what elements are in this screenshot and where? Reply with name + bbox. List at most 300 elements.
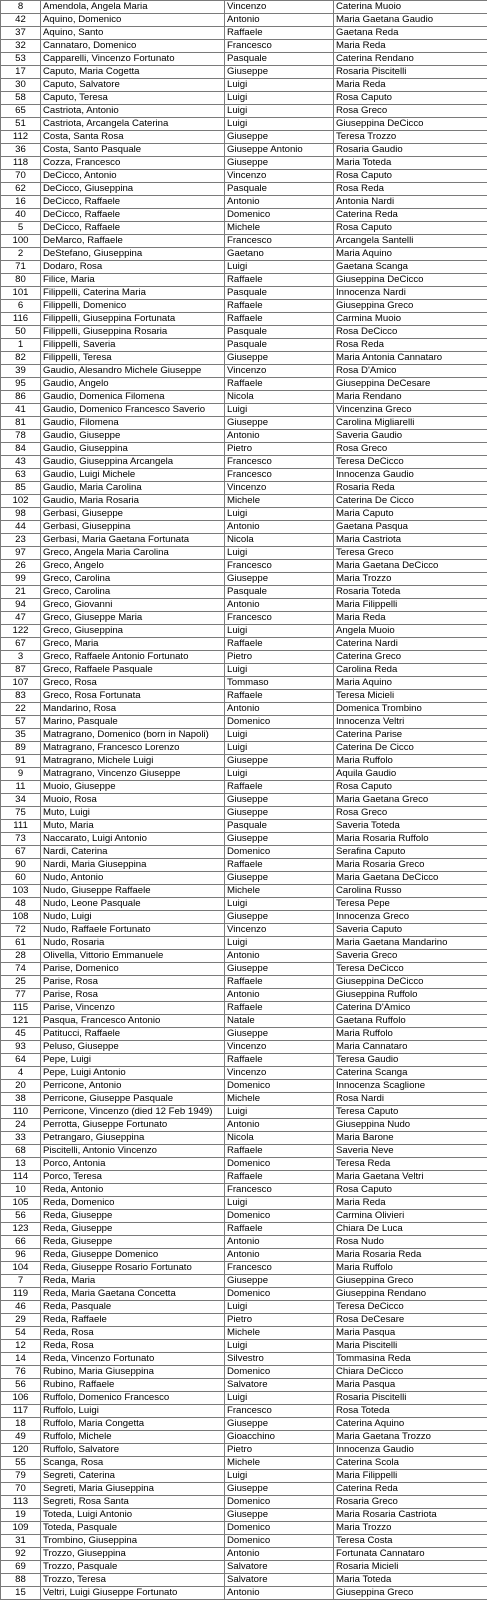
mother-name-cell: Rosa Caputo bbox=[334, 92, 487, 105]
table-row bbox=[1, 1314, 487, 1327]
person-name-cell: DeCicco, Antonio bbox=[41, 170, 225, 183]
person-name-cell: DeCicco, Raffaele bbox=[41, 209, 225, 222]
father-name-cell: Giuseppe Antonio bbox=[225, 144, 334, 157]
father-name-cell: Luigi bbox=[225, 105, 334, 118]
table-row bbox=[1, 352, 487, 365]
mother-name-cell: Teresa Gaudio bbox=[334, 1054, 487, 1067]
person-name-cell: Gaudio, Filomena bbox=[41, 417, 225, 430]
record-number-cell: 73 bbox=[1, 833, 41, 846]
father-name-cell: Vincenzo bbox=[225, 365, 334, 378]
father-name-cell: Pietro bbox=[225, 443, 334, 456]
mother-name-cell: Gaetana Pasqua bbox=[334, 521, 487, 534]
record-number-cell: 18 bbox=[1, 1418, 41, 1431]
table-row bbox=[1, 1561, 487, 1574]
record-number-cell: 78 bbox=[1, 430, 41, 443]
person-name-cell: Nudo, Raffaele Fortunato bbox=[41, 924, 225, 937]
person-name-cell: Costa, Santa Rosa bbox=[41, 131, 225, 144]
mother-name-cell: Maria Gaetana Mandarino bbox=[334, 937, 487, 950]
father-name-cell: Francesco bbox=[225, 560, 334, 573]
father-name-cell: Pasquale bbox=[225, 820, 334, 833]
record-number-cell: 19 bbox=[1, 1509, 41, 1522]
mother-name-cell: Giuseppina DeCicco bbox=[334, 274, 487, 287]
table-row bbox=[1, 1262, 487, 1275]
person-name-cell: Cannataro, Domenico bbox=[41, 40, 225, 53]
record-number-cell: 113 bbox=[1, 1496, 41, 1509]
person-name-cell: Greco, Carolina bbox=[41, 573, 225, 586]
table-row bbox=[1, 1444, 487, 1457]
mother-name-cell: Caterina Reda bbox=[334, 1483, 487, 1496]
table-row bbox=[1, 1080, 487, 1093]
father-name-cell: Luigi bbox=[225, 937, 334, 950]
father-name-cell: Luigi bbox=[225, 768, 334, 781]
table-row bbox=[1, 872, 487, 885]
record-number-cell: 37 bbox=[1, 27, 41, 40]
table-row bbox=[1, 521, 487, 534]
father-name-cell: Salvatore bbox=[225, 1574, 334, 1587]
person-name-cell: Nudo, Rosaria bbox=[41, 937, 225, 950]
table-row bbox=[1, 1197, 487, 1210]
person-name-cell: Gaudio, Maria Carolina bbox=[41, 482, 225, 495]
father-name-cell: Domenico bbox=[225, 1522, 334, 1535]
table-row bbox=[1, 1340, 487, 1353]
record-number-cell: 62 bbox=[1, 183, 41, 196]
father-name-cell: Giuseppe bbox=[225, 573, 334, 586]
mother-name-cell: Teresa Costa bbox=[334, 1535, 487, 1548]
record-number-cell: 31 bbox=[1, 1535, 41, 1548]
mother-name-cell: Rosa Caputo bbox=[334, 170, 487, 183]
person-name-cell: Gaudio, Alesandro Michele Giuseppe bbox=[41, 365, 225, 378]
table-row bbox=[1, 1028, 487, 1041]
record-number-cell: 88 bbox=[1, 1574, 41, 1587]
mother-name-cell: Maria Gaetana DeCicco bbox=[334, 872, 487, 885]
person-name-cell: Muto, Luigi bbox=[41, 807, 225, 820]
person-name-cell: Gaudio, Giuseppe bbox=[41, 430, 225, 443]
mother-name-cell: Rosa Greco bbox=[334, 105, 487, 118]
person-name-cell: Aquino, Domenico bbox=[41, 14, 225, 27]
father-name-cell: Domenico bbox=[225, 846, 334, 859]
mother-name-cell: Maria Rosaria Ruffolo bbox=[334, 833, 487, 846]
record-number-cell: 103 bbox=[1, 885, 41, 898]
person-name-cell: Rubino, Maria Giuseppina bbox=[41, 1366, 225, 1379]
table-row bbox=[1, 443, 487, 456]
table-row bbox=[1, 1483, 487, 1496]
table-row bbox=[1, 599, 487, 612]
mother-name-cell: Giuseppina Nudo bbox=[334, 1119, 487, 1132]
table-row bbox=[1, 820, 487, 833]
table-row bbox=[1, 937, 487, 950]
person-name-cell: Costa, Santo Pasquale bbox=[41, 144, 225, 157]
mother-name-cell: Maria Pasqua bbox=[334, 1379, 487, 1392]
mother-name-cell: Chiara De Luca bbox=[334, 1223, 487, 1236]
record-number-cell: 91 bbox=[1, 755, 41, 768]
father-name-cell: Giuseppe bbox=[225, 1483, 334, 1496]
table-row bbox=[1, 261, 487, 274]
father-name-cell: Raffaele bbox=[225, 690, 334, 703]
mother-name-cell: Teresa DeCicco bbox=[334, 456, 487, 469]
record-number-cell: 54 bbox=[1, 1327, 41, 1340]
father-name-cell: Giuseppe bbox=[225, 131, 334, 144]
father-name-cell: Antonio bbox=[225, 196, 334, 209]
father-name-cell: Luigi bbox=[225, 1470, 334, 1483]
mother-name-cell: Rosa D'Amico bbox=[334, 365, 487, 378]
father-name-cell: Antonio bbox=[225, 950, 334, 963]
mother-name-cell: Vincenzina Greco bbox=[334, 404, 487, 417]
person-name-cell: Amendola, Angela Maria bbox=[41, 1, 225, 14]
table-row bbox=[1, 1184, 487, 1197]
record-number-cell: 56 bbox=[1, 1210, 41, 1223]
mother-name-cell: Innocenza Greco bbox=[334, 911, 487, 924]
person-name-cell: Segreti, Maria Giuseppina bbox=[41, 1483, 225, 1496]
person-name-cell: Parise, Rosa bbox=[41, 976, 225, 989]
father-name-cell: Giuseppe bbox=[225, 807, 334, 820]
person-name-cell: Pasqua, Francesco Antonio bbox=[41, 1015, 225, 1028]
mother-name-cell: Carolina Russo bbox=[334, 885, 487, 898]
mother-name-cell: Maria Filippelli bbox=[334, 599, 487, 612]
father-name-cell: Michele bbox=[225, 885, 334, 898]
father-name-cell: Giuseppe bbox=[225, 1275, 334, 1288]
mother-name-cell: Giuseppina Greco bbox=[334, 300, 487, 313]
person-name-cell: Parise, Vincenzo bbox=[41, 1002, 225, 1015]
father-name-cell: Giuseppe bbox=[225, 352, 334, 365]
table-row bbox=[1, 339, 487, 352]
table-row bbox=[1, 677, 487, 690]
mother-name-cell: Teresa Caputo bbox=[334, 1106, 487, 1119]
table-row bbox=[1, 573, 487, 586]
table-row bbox=[1, 924, 487, 937]
person-name-cell: Caputo, Maria Cogetta bbox=[41, 66, 225, 79]
person-name-cell: Gerbasi, Maria Gaetana Fortunata bbox=[41, 534, 225, 547]
table-row bbox=[1, 1119, 487, 1132]
father-name-cell: Luigi bbox=[225, 1392, 334, 1405]
mother-name-cell: Rosa Caputo bbox=[334, 1184, 487, 1197]
father-name-cell: Francesco bbox=[225, 235, 334, 248]
mother-name-cell: Rosa Nardi bbox=[334, 1093, 487, 1106]
mother-name-cell: Giuseppina DeCesare bbox=[334, 378, 487, 391]
father-name-cell: Luigi bbox=[225, 261, 334, 274]
record-number-cell: 30 bbox=[1, 79, 41, 92]
person-name-cell: Porco, Teresa bbox=[41, 1171, 225, 1184]
father-name-cell: Luigi bbox=[225, 742, 334, 755]
person-name-cell: DeMarco, Raffaele bbox=[41, 235, 225, 248]
table-row bbox=[1, 1210, 487, 1223]
table-row bbox=[1, 1366, 487, 1379]
father-name-cell: Luigi bbox=[225, 664, 334, 677]
mother-name-cell: Rosaria Greco bbox=[334, 1496, 487, 1509]
record-number-cell: 111 bbox=[1, 820, 41, 833]
person-name-cell: Cozza, Francesco bbox=[41, 157, 225, 170]
mother-name-cell: Saveria Greco bbox=[334, 950, 487, 963]
record-number-cell: 100 bbox=[1, 235, 41, 248]
father-name-cell: Pasquale bbox=[225, 183, 334, 196]
person-name-cell: Matragrano, Domenico (born in Napoli) bbox=[41, 729, 225, 742]
mother-name-cell: Maria Gaetana Greco bbox=[334, 794, 487, 807]
person-name-cell: Nudo, Leone Pasquale bbox=[41, 898, 225, 911]
table-row bbox=[1, 1015, 487, 1028]
person-name-cell: Greco, Giuseppe Maria bbox=[41, 612, 225, 625]
mother-name-cell: Giuseppina Ruffolo bbox=[334, 989, 487, 1002]
record-number-cell: 45 bbox=[1, 1028, 41, 1041]
person-name-cell: Dodaro, Rosa bbox=[41, 261, 225, 274]
table-row bbox=[1, 1132, 487, 1145]
record-number-cell: 32 bbox=[1, 40, 41, 53]
record-number-cell: 112 bbox=[1, 131, 41, 144]
father-name-cell: Giuseppe bbox=[225, 963, 334, 976]
mother-name-cell: Antonia Nardi bbox=[334, 196, 487, 209]
record-number-cell: 33 bbox=[1, 1132, 41, 1145]
person-name-cell: Reda, Antonio bbox=[41, 1184, 225, 1197]
record-number-cell: 120 bbox=[1, 1444, 41, 1457]
mother-name-cell: Rosa Toteda bbox=[334, 1405, 487, 1418]
table-row bbox=[1, 638, 487, 651]
record-number-cell: 116 bbox=[1, 313, 41, 326]
table-row bbox=[1, 690, 487, 703]
person-name-cell: Mandarino, Rosa bbox=[41, 703, 225, 716]
record-number-cell: 41 bbox=[1, 404, 41, 417]
father-name-cell: Raffaele bbox=[225, 27, 334, 40]
table-row bbox=[1, 378, 487, 391]
mother-name-cell: Innocenza Gaudio bbox=[334, 1444, 487, 1457]
father-name-cell: Luigi bbox=[225, 625, 334, 638]
mother-name-cell: Teresa Greco bbox=[334, 547, 487, 560]
person-name-cell: Matragrano, Michele Luigi bbox=[41, 755, 225, 768]
person-name-cell: Reda, Vincenzo Fortunato bbox=[41, 1353, 225, 1366]
father-name-cell: Antonio bbox=[225, 430, 334, 443]
record-number-cell: 34 bbox=[1, 794, 41, 807]
table-row bbox=[1, 1327, 487, 1340]
person-name-cell: Reda, Giuseppe bbox=[41, 1236, 225, 1249]
mother-name-cell: Maria Cannataro bbox=[334, 1041, 487, 1054]
person-name-cell: Reda, Giuseppe bbox=[41, 1210, 225, 1223]
person-name-cell: Castriota, Antonio bbox=[41, 105, 225, 118]
mother-name-cell: Maria Rosaria Reda bbox=[334, 1249, 487, 1262]
record-number-cell: 122 bbox=[1, 625, 41, 638]
person-name-cell: Gaudio, Domenica Filomena bbox=[41, 391, 225, 404]
father-name-cell: Domenico bbox=[225, 1158, 334, 1171]
father-name-cell: Francesco bbox=[225, 40, 334, 53]
mother-name-cell: Maria Aquino bbox=[334, 677, 487, 690]
record-number-cell: 49 bbox=[1, 1431, 41, 1444]
record-number-cell: 29 bbox=[1, 1314, 41, 1327]
record-number-cell: 77 bbox=[1, 989, 41, 1002]
father-name-cell: Vincenzo bbox=[225, 482, 334, 495]
person-name-cell: Muto, Maria bbox=[41, 820, 225, 833]
mother-name-cell: Rosa Caputo bbox=[334, 781, 487, 794]
table-row bbox=[1, 664, 487, 677]
father-name-cell: Pietro bbox=[225, 1444, 334, 1457]
table-row bbox=[1, 1041, 487, 1054]
table-row bbox=[1, 79, 487, 92]
person-name-cell: Trombino, Giuseppina bbox=[41, 1535, 225, 1548]
table-row bbox=[1, 274, 487, 287]
person-name-cell: Filice, Maria bbox=[41, 274, 225, 287]
record-number-cell: 9 bbox=[1, 768, 41, 781]
mother-name-cell: Caterina Nardi bbox=[334, 638, 487, 651]
mother-name-cell: Rosa Reda bbox=[334, 339, 487, 352]
person-name-cell: Reda, Rosa bbox=[41, 1340, 225, 1353]
person-name-cell: Nardi, Caterina bbox=[41, 846, 225, 859]
father-name-cell: Antonio bbox=[225, 1119, 334, 1132]
person-name-cell: Rubino, Raffaele bbox=[41, 1379, 225, 1392]
record-number-cell: 85 bbox=[1, 482, 41, 495]
table-row bbox=[1, 66, 487, 79]
father-name-cell: Vincenzo bbox=[225, 924, 334, 937]
table-row bbox=[1, 1509, 487, 1522]
father-name-cell: Antonio bbox=[225, 1587, 334, 1600]
father-name-cell: Francesco bbox=[225, 1184, 334, 1197]
mother-name-cell: Maria Trozzo bbox=[334, 1522, 487, 1535]
mother-name-cell: Maria Gaetana DeCicco bbox=[334, 560, 487, 573]
person-name-cell: Pepe, Luigi Antonio bbox=[41, 1067, 225, 1080]
father-name-cell: Salvatore bbox=[225, 1561, 334, 1574]
record-number-cell: 38 bbox=[1, 1093, 41, 1106]
father-name-cell: Raffaele bbox=[225, 300, 334, 313]
father-name-cell: Giuseppe bbox=[225, 1418, 334, 1431]
table-row bbox=[1, 326, 487, 339]
table-row bbox=[1, 40, 487, 53]
father-name-cell: Antonio bbox=[225, 599, 334, 612]
mother-name-cell: Chiara DeCicco bbox=[334, 1366, 487, 1379]
person-name-cell: Greco, Maria bbox=[41, 638, 225, 651]
father-name-cell: Francesco bbox=[225, 1405, 334, 1418]
record-number-cell: 3 bbox=[1, 651, 41, 664]
father-name-cell: Raffaele bbox=[225, 638, 334, 651]
person-name-cell: Caputo, Salvatore bbox=[41, 79, 225, 92]
father-name-cell: Raffaele bbox=[225, 1002, 334, 1015]
record-number-cell: 1 bbox=[1, 339, 41, 352]
record-number-cell: 16 bbox=[1, 196, 41, 209]
record-number-cell: 28 bbox=[1, 950, 41, 963]
person-name-cell: Muoio, Giuseppe bbox=[41, 781, 225, 794]
record-number-cell: 39 bbox=[1, 365, 41, 378]
table-row bbox=[1, 1548, 487, 1561]
father-name-cell: Luigi bbox=[225, 1301, 334, 1314]
person-name-cell: Toteda, Pasquale bbox=[41, 1522, 225, 1535]
mother-name-cell: Rosa Greco bbox=[334, 807, 487, 820]
father-name-cell: Raffaele bbox=[225, 1054, 334, 1067]
record-number-cell: 10 bbox=[1, 1184, 41, 1197]
table-row bbox=[1, 1275, 487, 1288]
table-row bbox=[1, 1379, 487, 1392]
table-row bbox=[1, 495, 487, 508]
person-name-cell: Ruffolo, Salvatore bbox=[41, 1444, 225, 1457]
father-name-cell: Vincenzo bbox=[225, 170, 334, 183]
father-name-cell: Raffaele bbox=[225, 313, 334, 326]
father-name-cell: Luigi bbox=[225, 508, 334, 521]
mother-name-cell: Serafina Caputo bbox=[334, 846, 487, 859]
father-name-cell: Michele bbox=[225, 1093, 334, 1106]
table-row bbox=[1, 1496, 487, 1509]
table-row bbox=[1, 1158, 487, 1171]
table-row bbox=[1, 287, 487, 300]
person-name-cell: Perricone, Giuseppe Pasquale bbox=[41, 1093, 225, 1106]
person-name-cell: Perrotta, Giuseppe Fortunato bbox=[41, 1119, 225, 1132]
father-name-cell: Francesco bbox=[225, 469, 334, 482]
person-name-cell: Filippelli, Domenico bbox=[41, 300, 225, 313]
father-name-cell: Raffaele bbox=[225, 976, 334, 989]
father-name-cell: Raffaele bbox=[225, 781, 334, 794]
table-row bbox=[1, 1002, 487, 1015]
mother-name-cell: Maria Toteda bbox=[334, 157, 487, 170]
father-name-cell: Michele bbox=[225, 495, 334, 508]
mother-name-cell: Teresa Micieli bbox=[334, 690, 487, 703]
person-name-cell: Reda, Rosa bbox=[41, 1327, 225, 1340]
record-number-cell: 51 bbox=[1, 118, 41, 131]
mother-name-cell: Maria Gaetana Gaudio bbox=[334, 14, 487, 27]
mother-name-cell: Maria Castriota bbox=[334, 534, 487, 547]
table-row bbox=[1, 1067, 487, 1080]
father-name-cell: Domenico bbox=[225, 1535, 334, 1548]
person-name-cell: Parise, Domenico bbox=[41, 963, 225, 976]
mother-name-cell: Carmina Olivieri bbox=[334, 1210, 487, 1223]
table-row bbox=[1, 729, 487, 742]
person-name-cell: Nardi, Maria Giuseppina bbox=[41, 859, 225, 872]
person-name-cell: Patitucci, Raffaele bbox=[41, 1028, 225, 1041]
mother-name-cell: Rosaria Reda bbox=[334, 482, 487, 495]
record-number-cell: 95 bbox=[1, 378, 41, 391]
table-row bbox=[1, 131, 487, 144]
record-number-cell: 64 bbox=[1, 1054, 41, 1067]
record-number-cell: 82 bbox=[1, 352, 41, 365]
mother-name-cell: Rosa Nudo bbox=[334, 1236, 487, 1249]
mother-name-cell: Maria Reda bbox=[334, 79, 487, 92]
record-number-cell: 17 bbox=[1, 66, 41, 79]
table-row bbox=[1, 742, 487, 755]
person-name-cell: Ruffolo, Luigi bbox=[41, 1405, 225, 1418]
table-row bbox=[1, 300, 487, 313]
person-name-cell: Greco, Giovanni bbox=[41, 599, 225, 612]
person-name-cell: Filippelli, Saveria bbox=[41, 339, 225, 352]
father-name-cell: Giuseppe bbox=[225, 794, 334, 807]
father-name-cell: Domenico bbox=[225, 1210, 334, 1223]
person-name-cell: Muoio, Rosa bbox=[41, 794, 225, 807]
record-number-cell: 47 bbox=[1, 612, 41, 625]
table-row bbox=[1, 1574, 487, 1587]
record-number-cell: 74 bbox=[1, 963, 41, 976]
person-name-cell: Gaudio, Luigi Michele bbox=[41, 469, 225, 482]
table-row bbox=[1, 1470, 487, 1483]
person-name-cell: DeCicco, Raffaele bbox=[41, 222, 225, 235]
father-name-cell: Pasquale bbox=[225, 53, 334, 66]
record-number-cell: 90 bbox=[1, 859, 41, 872]
table-row bbox=[1, 560, 487, 573]
table-row bbox=[1, 1106, 487, 1119]
record-number-cell: 81 bbox=[1, 417, 41, 430]
person-name-cell: Castriota, Arcangela Caterina bbox=[41, 118, 225, 131]
father-name-cell: Domenico bbox=[225, 209, 334, 222]
record-number-cell: 96 bbox=[1, 1249, 41, 1262]
record-number-cell: 97 bbox=[1, 547, 41, 560]
mother-name-cell: Caterina Parise bbox=[334, 729, 487, 742]
record-number-cell: 76 bbox=[1, 1366, 41, 1379]
father-name-cell: Antonio bbox=[225, 989, 334, 1002]
record-number-cell: 67 bbox=[1, 638, 41, 651]
father-name-cell: Pietro bbox=[225, 651, 334, 664]
table-row bbox=[1, 1093, 487, 1106]
table-row bbox=[1, 313, 487, 326]
table-row bbox=[1, 755, 487, 768]
father-name-cell: Giuseppe bbox=[225, 872, 334, 885]
record-number-cell: 43 bbox=[1, 456, 41, 469]
father-name-cell: Pietro bbox=[225, 1314, 334, 1327]
mother-name-cell: Caterina Scanga bbox=[334, 1067, 487, 1080]
table-row bbox=[1, 976, 487, 989]
table-row bbox=[1, 391, 487, 404]
person-name-cell: Greco, Giuseppina bbox=[41, 625, 225, 638]
person-name-cell: Greco, Raffaele Antonio Fortunato bbox=[41, 651, 225, 664]
table-row bbox=[1, 625, 487, 638]
table-row bbox=[1, 547, 487, 560]
mother-name-cell: Giuseppina DeCicco bbox=[334, 118, 487, 131]
